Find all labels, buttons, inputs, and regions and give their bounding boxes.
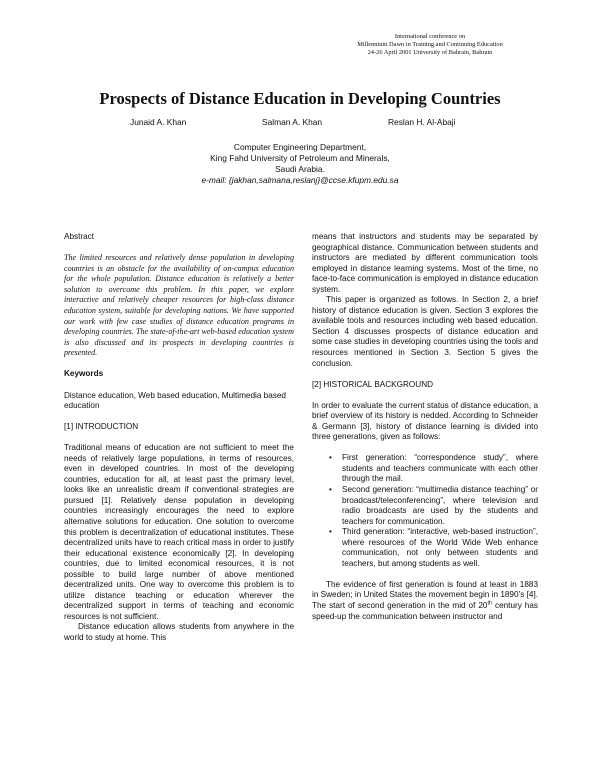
bullet-icon: • [329,527,332,537]
bullet-icon: • [329,453,332,463]
generation-1: First generation: “correspondence study”, where students and teachers communicate with each other through the mail. [342,453,538,484]
bullet-icon: • [329,484,332,494]
conference-line-2: Millennium Dawn in Training and Continuing Education [357,41,503,48]
generation-3: Third generation: “interactive, web-based instruction”, where resources of the World Wide Web enhance communication, not only between students and teachers, but among students as well. [342,527,538,568]
keywords-body: Distance education, Web based education, Multimedia based education [64,390,286,411]
intro-paragraph-3: This paper is organized as follows. In Section 2, a brief history of distance education is given. Section 3 explores the available tools and resources including web based education. Section 4 discusses prospects of distance education and some case studies in developing countries using the tools and resources mentioned in Section 3. Section 5 gives the conclusion. [312,295,538,368]
affiliation-city: Saudi Arabia. [275,164,325,174]
affiliation [0,142,600,186]
paper-title: Prospects of Distance Education in Developing Countries [99,89,501,108]
conference-line-3: 24-26 April 2001 University of Bahrain, Bahrain [367,49,493,56]
list-item [329,527,538,569]
history-paragraph-2b: century has speed-up the communication between instructor and [312,600,538,621]
history-paragraph-2 [312,580,538,622]
keywords-heading: Keywords [64,369,104,379]
abstract-heading: Abstract [64,232,95,241]
affiliation-email: e-mail: {jakhan,salmana,reslanj}@ccse.kfupm.edu.sa [201,175,399,185]
history-heading: [2] HISTORICAL BACKGROUND [312,379,434,389]
abstract-body: The limited resources and relatively dense population in developing countries is an obstacle for the availability of on-campus education for the whole population. Distance education is relatively a better solution to overcome this problem. In this paper, we explore interactive and relatively cheaper resources for high-class distance education system, suitable for developing nations. We have supported our work with few case studies of distance education programs in developing countries. The state-of-the-art web-based education system is also discussed and its prospects in developing countries is presented. [64,253,294,358]
conference-line-1: International conference on [394,33,466,40]
conference-header [300,33,560,57]
intro-paragraph-2-cont: means that instructors and students may be separated by geographical distance. Communication between students and instructors are mediated by different communication tools employed in distance learning systems. Most of the time, no face-to-face communication is employed in distance education system. [312,232,538,294]
left-column [64,232,294,644]
history-paragraph-2a: The evidence of first generation is found at least in 1883 in Sweden; in United States the movement begin in 1890’s [4]. The start of second generation in the mid of 20 [312,579,538,610]
generation-2: Second generation: “multimedia distance teaching” or broadcast/teleconferencing”, where television and radio broadcasts are used by the students and teachers for communication. [342,484,538,526]
right-column [312,232,538,622]
intro-heading: [1] INTRODUCTION [64,422,139,432]
author-3: Reslan H. Al-Abaji [388,117,456,127]
affiliation-dept: Computer Engineering Department, [233,142,367,152]
superscript-th: th [487,600,493,607]
generations-list [312,453,538,569]
list-item [329,484,538,527]
intro-paragraph-1: Traditional means of education are not sufficient to meet the needs of relatively large populations, in terms of resources, even in developed countries. In most of the developing countries, education for all, at least past the primary level, looks like an unrealistic dream if conventional strategies are pursued [1]. Relatively dense population in developing countries increasingly encourages the need to explore alternative solutions for education. One solution to overcome this problem is decentralization of educational institutes. These decentralized units have to reach critical mass in order to justify their educational existence economically [2]. In developing countries, due to limited economical resources, it is not possible to build large number of above mentioned decentralized units. One way to overcome this problem is to utilize distance teaching or education wherever the decentralized support in terms of teaching and economic resources is not sufficient. [64,443,294,621]
affiliation-univ: King Fahd University of Petroleum and Minerals, [210,153,390,163]
history-paragraph-1: In order to evaluate the current status of distance education, a brief overview of its history is nedded. According to Schneider & Germann [3], history of distance learning is divided into three generations, given as follows: [312,400,538,442]
intro-paragraph-2-start: Distance education allows students from anywhere in the world to study at home. This [64,622,294,643]
author-2: Salman A. Khan [262,117,323,127]
list-item [329,453,538,485]
author-1: Junaid A. Khan [130,117,187,127]
